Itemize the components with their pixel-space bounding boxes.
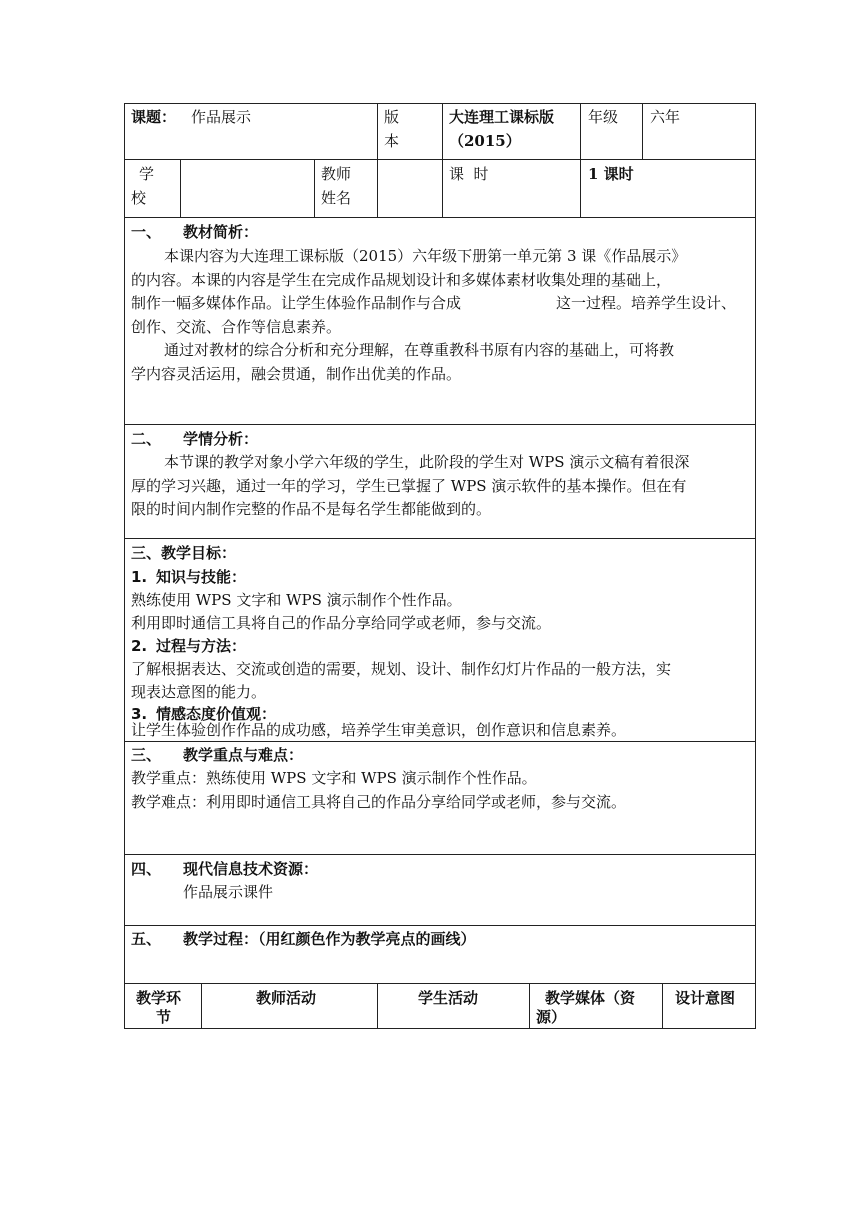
table-border [377,159,378,218]
section-heading-number: 三、 [131,746,162,764]
table-border [314,159,315,218]
table-border [580,103,581,160]
edition-value: （2015） [449,132,521,150]
table-border [124,103,756,104]
table-border [662,983,663,1029]
section-heading: 教学过程：（用红颜色作为教学亮点的画线） [183,930,476,948]
paragraph-line: 本节课的教学对象小学六年级的学生，此阶段的学生对 WPS 演示文稿有着很深 [164,453,690,471]
subsection-number: 2. [131,637,148,655]
paragraph-line: 熟练使用 WPS 文字和 WPS 演示制作个性作品。 [131,591,462,609]
grade-label: 年级 [588,108,619,126]
table-border [180,159,181,218]
paragraph-line: 教学重点：熟练使用 WPS 文字和 WPS 演示制作个性作品。 [131,769,537,787]
table-border [529,983,530,1029]
section-heading: 学情分析： [183,430,259,448]
table-border [124,538,756,539]
table-border [377,103,378,160]
process-col-header-student: 学生活动 [418,989,479,1007]
subsection-title: 过程与方法： [156,637,247,655]
section-heading: 教学重点与难点： [183,746,304,764]
class-period-label: 课 时 [449,165,489,183]
subsection-title: 知识与技能： [156,568,247,586]
process-col-header-intent: 设计意图 [675,989,736,1007]
section-heading-number: 一、 [131,223,162,241]
table-border [442,159,443,218]
paragraph-line: 教学难点：利用即时通信工具将自己的作品分享给同学或老师，参与交流。 [131,793,627,811]
topic-value: 作品展示 [191,108,252,126]
paragraph-line: 的内容。本课的内容是学生在完成作品规划设计和多媒体素材收集处理的基础上， [131,271,672,289]
paragraph-line: 通过对教材的综合分析和充分理解，在尊重教科书原有内容的基础上，可将教 [164,341,675,359]
topic-label: 课题： [131,108,177,126]
paragraph-line: 这一过程。培养学生设计、 [556,294,737,312]
process-col-header-media: 教学媒体（资 [545,989,636,1007]
table-border [755,103,756,1029]
table-border [124,217,756,218]
table-border [124,854,756,855]
paragraph-line: 本课内容为大连理工课标版（2015）六年级下册第一单元第 3 课《作品展示》 [164,247,687,265]
school-label: 学 [139,165,155,183]
subsection-number: 3. [131,705,148,723]
subsection-number: 1. [131,568,148,586]
section-heading-number: 五、 [131,930,162,948]
paragraph-line: 让学生体验创作作品的成功感，培养学生审美意识，创作意识和信息素养。 [131,721,627,739]
process-col-header-stage: 节 [156,1008,172,1026]
school-label: 校 [131,189,147,207]
section-heading-number: 四、 [131,860,162,878]
section-heading: 现代信息技术资源： [183,860,319,878]
table-border [580,159,581,218]
paragraph-line: 学内容灵活运用，融会贯通，制作出优美的作品。 [131,365,462,383]
section-heading: 三、教学目标： [131,544,237,562]
paragraph-line: 作品展示课件 [183,883,274,901]
class-period-value: 1 课时 [588,165,634,183]
edition-label: 本 [384,132,400,150]
table-border [642,103,643,160]
paragraph-line: 创作、交流、合作等信息素养。 [131,318,342,336]
subsection-title: 情感态度价值观： [156,705,277,723]
section-heading-number: 二、 [131,430,162,448]
table-border [201,983,202,1029]
paragraph-line: 厚的学习兴趣，通过一年的学习，学生已掌握了 WPS 演示软件的基本操作。但在有 [131,477,687,495]
teacher-name-label: 教师 [321,165,352,183]
paragraph-line: 利用即时通信工具将自己的作品分享给同学或老师，参与交流。 [131,614,552,632]
table-border [124,925,756,926]
teacher-name-label: 姓名 [321,189,352,207]
table-border [377,983,378,1029]
paragraph-line: 制作一幅多媒体作品。让学生体验作品制作与合成 [131,294,462,312]
grade-value: 六年 [650,108,681,126]
edition-label: 版 [384,108,400,126]
paragraph-line: 了解根据表达、交流或创造的需要，规划、设计、制作幻灯片作品的一般方法，实 [131,660,672,678]
section-heading: 教材简析： [183,223,259,241]
table-border [124,159,756,160]
table-border [124,103,125,1029]
process-col-header-media: 源） [536,1008,567,1026]
paragraph-line: 限的时间内制作完整的作品不是每名学生都能做到的。 [131,500,492,518]
edition-value: 大连理工课标版 [449,108,555,126]
table-border [442,103,443,160]
process-col-header-stage: 教学环 [136,989,182,1007]
table-border [124,424,756,425]
paragraph-line: 现表达意图的能力。 [131,683,267,701]
process-col-header-teacher: 教师活动 [256,989,317,1007]
